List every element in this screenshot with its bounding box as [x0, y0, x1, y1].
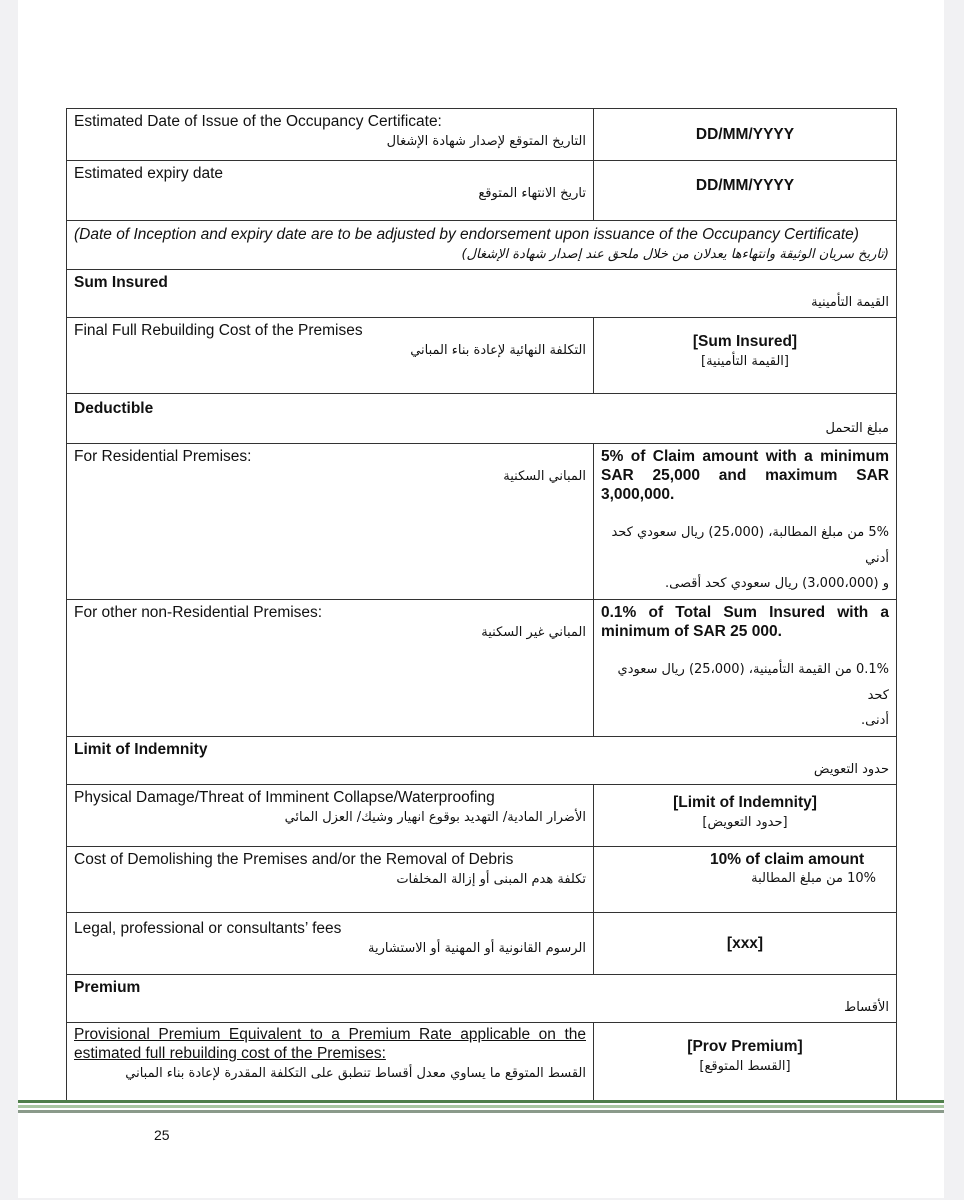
residential-label-ar: المباني السكنية — [503, 469, 586, 484]
sum-insured-heading-ar: القيمة التأمينية — [811, 295, 889, 310]
rebuilding-label: Final Full Rebuilding Cost of the Premises — [74, 322, 363, 339]
sum-insured-value-ar: [القيمة التأمينية] — [701, 354, 789, 369]
expiry-label-ar: تاريخ الانتهاء المتوقع — [478, 186, 586, 201]
limit-value-ar: [حدود التعويض] — [702, 815, 788, 830]
legal-fees-label-ar: الرسوم القانونية أو المهنية أو الاستشارية — [368, 941, 586, 956]
sum-insured-value: [Sum Insured] — [692, 333, 798, 350]
table-row — [67, 394, 897, 444]
table-row — [67, 785, 897, 847]
table-row — [67, 913, 897, 975]
document-page — [18, 0, 944, 1198]
premium-value-ar: [القسط المتوقع] — [699, 1059, 791, 1074]
physical-damage-label-ar: الأضرار المادية/ التهديد بوقوع انهيار وشيك/ العزل المائي — [284, 810, 586, 825]
deductible-heading-ar: مبلغ التحمل — [825, 421, 889, 436]
table-row — [67, 737, 897, 785]
residential-deductible-ar-1: 5% من مبلغ المطالبة، (25،000) ريال سعودي كحد أدني — [611, 525, 889, 566]
table-row — [67, 221, 897, 270]
non-residential-label: For other non-Residential Premises: — [74, 604, 323, 621]
legal-fees-value: [xxx] — [594, 913, 897, 975]
footer-decoration — [18, 1100, 944, 1115]
footer-line — [18, 1110, 944, 1113]
page-number: 25 — [154, 1127, 170, 1143]
occupancy-value: DD/MM/YYYY — [594, 109, 897, 161]
demolish-label: Cost of Demolishing the Premises and/or the Removal of Debris — [74, 851, 514, 868]
limit-heading: Limit of Indemnity — [74, 741, 208, 758]
premium-heading-ar: الأقساط — [844, 1000, 889, 1015]
table-row — [67, 270, 897, 318]
dates-note-ar: (تاريخ سريان الوثيقة وانتهاءها يعدلان من خلال ملحق عند إصدار شهادة الإشغال) — [461, 247, 889, 262]
demolish-label-ar: تكلفة هدم المبنى أو إزالة المخلفات — [396, 872, 586, 887]
residential-label: For Residential Premises: — [74, 448, 252, 465]
non-residential-deductible-ar-1: 0.1% من القيمة التأمينية، (25،000) ريال سعودي كحد — [617, 662, 889, 703]
occupancy-label: Estimated Date of Issue of the Occupancy Certificate: — [74, 113, 442, 130]
policy-table — [66, 108, 897, 1103]
deductible-heading: Deductible — [74, 400, 154, 417]
footer-line — [18, 1105, 944, 1108]
table-row — [67, 444, 897, 600]
limit-value: [Limit of Indemnity] — [673, 794, 817, 811]
premium-value: [Prov Premium] — [687, 1038, 803, 1055]
demolish-value-ar: 10% من مبلغ المطالبة — [751, 871, 876, 886]
residential-deductible-ar-2: و (3،000،000) ريال سعودي كحد أقصى. — [664, 576, 889, 591]
table-row — [67, 1023, 897, 1103]
dates-note: (Date of Inception and expiry date are to be adjusted by endorsement upon issuance of the Occupancy Certificate) — [74, 226, 859, 243]
table-row — [67, 847, 897, 913]
table-row — [67, 600, 897, 737]
table-row — [67, 975, 897, 1023]
physical-damage-label: Physical Damage/Threat of Imminent Collapse/Waterproofing — [74, 789, 495, 806]
provisional-premium-label-ar: القسط المتوقع ما يساوي معدل أقساط تنطبق على التكلفة المقدرة لإعادة بناء المباني — [125, 1066, 586, 1081]
table-row — [67, 109, 897, 161]
rebuilding-label-ar: التكلفة النهائية لإعادة بناء المباني — [410, 343, 586, 358]
provisional-premium-label: Provisional Premium Equivalent to a Premium Rate applicable on the estimated full rebuilding cost of the Premises: — [74, 1026, 586, 1062]
legal-fees-label: Legal, professional or consultants’ fees — [74, 920, 342, 937]
expiry-label: Estimated expiry date — [74, 165, 224, 182]
non-residential-deductible-ar-2: أدنى. — [861, 713, 889, 728]
limit-heading-ar: حدود التعويض — [813, 762, 889, 777]
expiry-value: DD/MM/YYYY — [594, 161, 897, 221]
premium-heading: Premium — [74, 979, 141, 996]
residential-deductible: 5% of Claim amount with a minimum SAR 25,000 and maximum SAR 3,000,000. — [601, 448, 889, 503]
footer-line — [18, 1100, 944, 1103]
non-residential-label-ar: المباني غير السكنية — [481, 625, 586, 640]
demolish-value: 10% of claim amount — [710, 851, 865, 868]
table-row — [67, 161, 897, 221]
sum-insured-heading: Sum Insured — [74, 274, 168, 291]
table-row — [67, 318, 897, 394]
non-residential-deductible: 0.1% of Total Sum Insured with a minimum of SAR 25 000. — [601, 604, 889, 640]
occupancy-label-ar: التاريخ المتوقع لإصدار شهادة الإشغال — [386, 134, 586, 149]
